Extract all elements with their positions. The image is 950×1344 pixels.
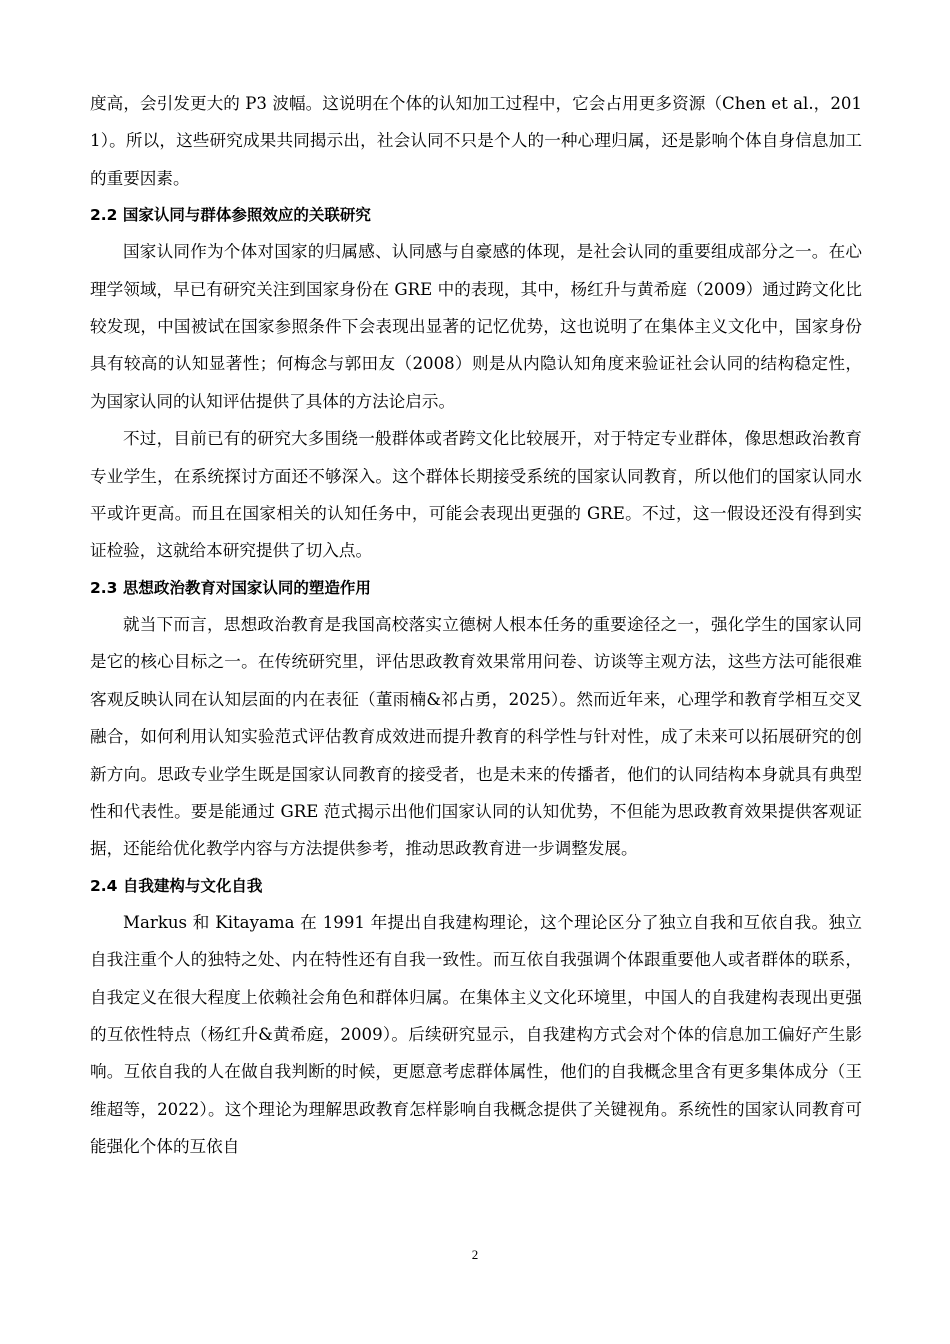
section-heading-2-4: 2.4 自我建构与文化自我 [90,876,263,895]
page-body [90,85,862,1166]
paragraph-self-construal: Markus 和 Kitayama 在 1991 年提出自我建构理论，这个理论区分了独立自我和互依自我。独立自我注重个人的独特之处、内在特性还有自我一致性。而互依自我强调个体跟重要他人或者群体的联系，自我定义在很大程度上依赖社会角色和群体归属。在集体主义文化环境里，中国人的自我建构表现出更强的互依性特点（杨红升&黄希庭，2009）。后续研究显示，自我建构方式会对个体的信息加工偏好产生影响。互依自我的人在做自我判断的时候，更愿意考虑群体属性，他们的自我概念里含有更多集体成分（王维超等，2022）。这个理论为理解思政教育怎样影响自我概念提供了关键视角。系统性的国家认同教育可能强化个体的互依自 [90,912,862,1157]
paragraph-national-identity: 国家认同作为个体对国家的归属感、认同感与自豪感的体现，是社会认同的重要组成部分之一。在心理学领域，早已有研究关注到国家身份在 GRE 中的表现，其中，杨红升与黄希庭（2009）通过跨文化比较发现，中国被试在国家参照条件下会表现出显著的记忆优势，这也说明了在集体主义文化中，国家身份具有较高的认知显著性；何梅念与郭田友（2008）则是从内隐认知角度来验证社会认同的结构稳定性，为国家认同的认知评估提供了具体的方法论启示。 [90,242,862,411]
section-heading-2-3: 2.3 思想政治教育对国家认同的塑造作用 [90,578,371,597]
page-number: 2 [471,1247,479,1262]
paragraph-p3-resources: 度高，会引发更大的 P3 波幅。这说明在个体的认知加工过程中，它会占用更多资源（Chen et al.，2011）。所以，这些研究成果共同揭示出，社会认同不只是个人的一种心理归属，还是影响个体自身信息加工的重要因素。 [90,94,862,188]
paragraph-ideological-education: 就当下而言，思想政治教育是我国高校落实立德树人根本任务的重要途径之一，强化学生的国家认同是它的核心目标之一。在传统研究里，评估思政教育效果常用问卷、访谈等主观方法，这些方法可能很难客观反映认同在认知层面的内在表征（董雨楠&祁占勇，2025）。然而近年来，心理学和教育学相互交叉融合，如何利用认知实验范式评估教育成效进而提升教育的科学性与针对性，成了未来可以拓展研究的创新方向。思政专业学生既是国家认同教育的接受者，也是未来的传播者，他们的认同结构本身就具有典型性和代表性。要是能通过 GRE 范式揭示出他们国家认同的认知优势，不但能为思政教育效果提供客观证据，还能给优化教学内容与方法提供参考，推动思政教育进一步调整发展。 [90,614,862,859]
section-heading-2-2: 2.2 国家认同与群体参照效应的关联研究 [90,206,371,225]
paragraph-research-gap: 不过，目前已有的研究大多围绕一般群体或者跨文化比较展开，对于特定专业群体，像思想政治教育专业学生，在系统探讨方面还不够深入。这个群体长期接受系统的国家认同教育，所以他们的国家认同水平或许更高。而且在国家相关的认知任务中，可能会表现出更强的 GRE。不过，这一假设还没有得到实证检验，这就给本研究提供了切入点。 [90,429,862,561]
